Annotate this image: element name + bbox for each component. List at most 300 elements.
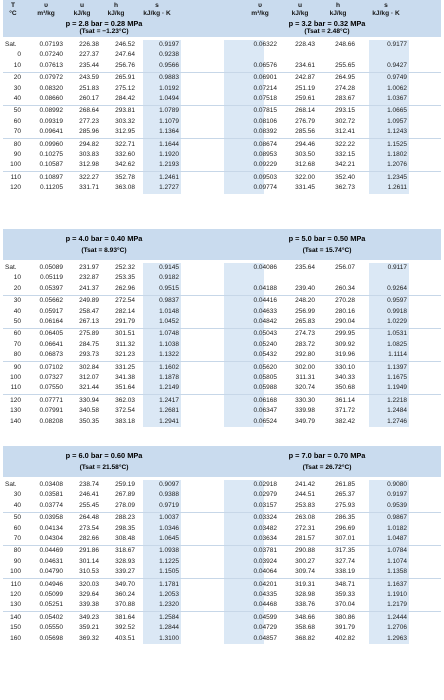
table-cell: 1.2179 [387, 601, 407, 609]
table-row [3, 501, 221, 511]
table-cell: 283.67 [335, 95, 355, 102]
table-cell: 1.2053 [159, 591, 179, 598]
table-cell: 0.9238 [159, 51, 179, 59]
table-cell: 251.19 [295, 84, 315, 92]
table-cell: 302.84 [79, 363, 99, 371]
table-cell: 130 [10, 407, 21, 415]
table-cell: 0.07972 [39, 74, 63, 82]
table-cell: 0.11205 [39, 184, 63, 192]
table-cell: 252.32 [115, 264, 135, 271]
table-cell: 0.04469 [39, 547, 63, 555]
table-cell: 0.9264 [387, 284, 407, 292]
table-cell: 251.83 [79, 84, 99, 92]
table-cell: 258.47 [79, 307, 99, 315]
table-cell: 0.06873 [39, 351, 63, 359]
table-cell: 0.03581 [39, 491, 63, 499]
table-cell: 120 [10, 184, 21, 192]
table-cell: 234.61 [295, 61, 315, 69]
table-row [3, 350, 221, 360]
table-cell: 0.06164 [39, 318, 63, 325]
table-cell: 352.40 [335, 173, 355, 181]
pressure-title: p = 2.8 bar = 0.28 MPa [65, 19, 143, 28]
table-cell: 301.51 [115, 330, 135, 338]
table-cell: 256.76 [115, 61, 135, 69]
table-row [3, 284, 221, 294]
table-cell: 0.9539 [387, 501, 407, 509]
block-rows [3, 40, 441, 194]
table-cell: 0.9749 [387, 74, 407, 82]
table-cell: 0.9388 [159, 491, 179, 499]
table-row [3, 160, 221, 170]
table-cell: 331.45 [295, 184, 315, 192]
table-cell: 300.27 [295, 557, 315, 565]
table-row [223, 567, 441, 577]
table-row [223, 94, 441, 104]
table-row [3, 140, 221, 150]
table-cell: 20 [13, 74, 21, 82]
table-row [3, 150, 221, 160]
table-row [3, 127, 221, 137]
table-cell: 1.2149 [159, 384, 179, 392]
tsat-title: (Tsat = 15.74°C) [302, 247, 352, 254]
table-cell: 0.08992 [39, 107, 63, 115]
table-cell: 90 [13, 557, 21, 565]
table-cell: 338.76 [295, 601, 315, 609]
table-cell: 328.98 [295, 591, 315, 598]
table-cell: 349.23 [79, 613, 99, 621]
table-cell: 1.2320 [159, 601, 179, 609]
table-cell: 0.09641 [39, 128, 63, 136]
table-cell: 272.31 [295, 524, 315, 532]
table-cell: 312.07 [79, 374, 99, 381]
table-cell: 402.82 [335, 634, 355, 642]
table-cell: 0.06168 [253, 396, 277, 404]
pressure-title: p = 3.2 bar = 0.32 MPa [288, 19, 366, 28]
table-cell: 0.06405 [39, 330, 63, 338]
table-cell: 0.05119 [39, 274, 63, 282]
table-cell: 0.07193 [39, 41, 63, 48]
tsat-title: (Tsat = −1.23°C) [79, 28, 129, 35]
table-cell: 0.9117 [387, 264, 407, 271]
table-cell: 283.72 [295, 340, 315, 348]
table-cell: 0.9145 [159, 264, 179, 271]
table-cell: 1.1114 [388, 351, 407, 359]
table-cell: 370.04 [335, 601, 355, 609]
table-row [3, 363, 221, 373]
table-cell: 1.0182 [387, 524, 407, 532]
table-row [3, 590, 221, 600]
table-cell: 0.9837 [159, 297, 179, 305]
table-cell: 40 [13, 307, 21, 315]
table-row [3, 94, 221, 104]
temp-symbol: T [10, 2, 16, 9]
table-cell: 303.50 [295, 151, 315, 158]
table-cell: 20 [13, 284, 21, 292]
table-cell: 0.9515 [159, 284, 179, 292]
table-cell: 332.60 [115, 151, 135, 158]
table-cell: 70 [13, 535, 21, 542]
table-cell: 0.08660 [39, 95, 63, 102]
table-row [3, 40, 221, 50]
table-cell: 302.00 [295, 363, 315, 371]
table-cell: 1.1364 [159, 128, 179, 136]
table-row [3, 600, 221, 610]
table-cell: 1.1637 [387, 580, 407, 588]
table-row [3, 613, 221, 623]
table-cell: 0.02918 [253, 481, 277, 488]
table-cell: 322.00 [295, 173, 315, 181]
table-row [223, 396, 441, 406]
table-cell: 60 [13, 330, 21, 338]
table-row [3, 183, 221, 193]
table-cell: 0.05620 [253, 363, 277, 371]
table-cell: 275.93 [335, 501, 355, 509]
table-cell: 232.87 [79, 274, 99, 282]
table-cell: 70 [13, 340, 21, 348]
table-cell: 383.18 [115, 417, 135, 425]
table-row [223, 296, 441, 306]
table-cell: 0.06901 [253, 74, 277, 82]
table-cell: 1.3100 [159, 634, 179, 642]
table-row [3, 340, 221, 350]
table-cell: 285.56 [295, 128, 315, 136]
pressure-block [3, 37, 441, 195]
table-cell: 0.05397 [39, 284, 63, 292]
table-cell: 267.13 [79, 318, 99, 325]
table-cell: 0.05402 [39, 613, 63, 621]
table-cell: 320.03 [79, 580, 99, 588]
table-cell: 290.88 [295, 547, 315, 555]
table-cell: 241.42 [295, 481, 315, 488]
table-cell: 0.03924 [253, 557, 277, 565]
s-symbol: s [155, 2, 159, 9]
table-cell: 90 [13, 151, 21, 158]
table-cell: 0.09503 [253, 173, 277, 181]
table-cell: 1.0148 [159, 307, 179, 315]
table-cell: 370.88 [115, 601, 135, 609]
table-cell: 228.43 [295, 41, 315, 48]
table-cell: 307.01 [335, 535, 355, 542]
table-cell: 312.41 [335, 128, 355, 136]
table-row [3, 557, 221, 567]
table-cell: 1.1781 [159, 580, 179, 588]
table-cell: 0.04631 [39, 557, 63, 565]
table-cell: 0.04857 [253, 634, 277, 642]
table-cell: 1.2681 [159, 407, 179, 415]
table-cell: 328.93 [115, 557, 135, 565]
table-row [223, 61, 441, 71]
table-cell: 80 [13, 351, 21, 359]
u-symbol: u [79, 2, 85, 9]
table-cell: 0.03157 [253, 501, 277, 509]
tsat-title: (Tsat = 8.93°C) [81, 247, 127, 254]
table-cell: 303.32 [115, 117, 135, 125]
table-cell: 392.52 [115, 624, 135, 632]
table-cell: 0.02979 [253, 491, 277, 499]
table-cell: 281.57 [295, 535, 315, 542]
table-row [3, 61, 221, 71]
table-cell: 1.0452 [159, 318, 179, 325]
table-cell: 319.31 [295, 580, 315, 588]
table-cell: 329.64 [79, 591, 99, 598]
table-cell: 340.33 [335, 374, 355, 381]
table-cell: 1.2963 [387, 634, 407, 642]
table-cell: 285.96 [79, 128, 99, 136]
table-row [3, 296, 221, 306]
table-cell: 308.48 [115, 535, 135, 542]
table-cell: 332.15 [335, 151, 355, 158]
table-cell: 284.75 [79, 340, 99, 348]
table-cell: 60 [13, 524, 21, 532]
u-symbol: u [297, 2, 303, 9]
table-cell: 302.72 [335, 117, 355, 125]
table-cell: 1.1949 [387, 384, 407, 392]
table-cell: 150 [10, 624, 21, 632]
table-cell: 368.82 [295, 634, 315, 642]
table-row [3, 534, 221, 544]
table-row [223, 406, 441, 416]
table-cell: 298.35 [115, 524, 135, 532]
table-cell: 1.0825 [387, 340, 407, 348]
table-cell: 372.54 [115, 407, 135, 415]
table-cell: 0.9177 [387, 41, 407, 48]
left-pressure-header [3, 446, 221, 477]
table-row [3, 317, 221, 327]
table-cell: 80 [13, 547, 21, 555]
table-cell: 275.12 [115, 84, 135, 92]
table-row [3, 580, 221, 590]
table-cell: 0.05988 [253, 384, 277, 392]
table-cell: 1.2345 [387, 173, 407, 181]
table-cell: 0.03408 [39, 481, 63, 488]
table-cell: 0.08953 [253, 151, 277, 158]
table-cell: 40 [13, 95, 21, 102]
table-cell: 0.04188 [253, 284, 277, 292]
table-cell: 274.73 [295, 330, 315, 338]
table-cell: 0.04201 [253, 580, 277, 588]
table-row [223, 580, 441, 590]
table-cell: Sat. [5, 41, 17, 48]
table-cell: 0.08392 [253, 128, 277, 136]
table-cell: 1.2484 [387, 407, 407, 415]
table-row [3, 117, 221, 127]
table-row [3, 490, 221, 500]
table-cell: 359.33 [335, 591, 355, 598]
table-row [223, 307, 441, 317]
table-cell: 303.83 [79, 151, 99, 158]
table-row [223, 183, 441, 193]
table-cell: 0.05089 [39, 264, 63, 271]
table-cell: 260.17 [79, 95, 99, 102]
tsat-title: (Tsat = 26.72°C) [302, 464, 352, 471]
table-cell: 0.09774 [253, 184, 277, 192]
table-cell: 1.1644 [159, 140, 179, 148]
table-row [223, 490, 441, 500]
table-cell: 348.71 [335, 580, 355, 588]
table-cell: 0.9197 [159, 41, 179, 48]
table-row [3, 480, 221, 490]
table-row [223, 40, 441, 50]
table-cell: 265.37 [335, 491, 355, 499]
table-cell: 247.64 [115, 51, 135, 59]
table-cell: 0.04064 [253, 568, 277, 576]
table-row [223, 50, 441, 60]
table-cell: 321.44 [79, 384, 99, 392]
table-cell: 1.1358 [387, 568, 407, 576]
pressure-block [3, 446, 441, 645]
table-row [3, 263, 221, 273]
table-row [3, 546, 221, 556]
left-table [3, 40, 221, 194]
table-cell: 0.9597 [387, 297, 407, 305]
table-cell: 338.19 [335, 568, 355, 576]
table-cell: 0.9867 [387, 514, 407, 522]
table-cell: 322.22 [335, 140, 355, 148]
table-cell: 1.0062 [387, 84, 407, 92]
table-cell: 261.85 [335, 481, 355, 488]
v-symbol: υ [258, 2, 262, 9]
table-row [223, 127, 441, 137]
column-header-band [3, 0, 441, 37]
table-cell: 262.96 [115, 284, 135, 292]
table-cell: 0.05432 [253, 351, 277, 359]
table-cell: 90 [13, 363, 21, 371]
table-cell: 0.09960 [39, 140, 63, 148]
table-cell: 1.1397 [387, 363, 407, 371]
h-symbol: h [335, 2, 341, 9]
h-unit: kJ/kg [329, 10, 347, 17]
pressure-title: p = 6.0 bar = 0.60 MPa [65, 451, 143, 460]
table-row [223, 501, 441, 511]
table-cell: 0.04335 [253, 591, 277, 598]
table-cell: 369.32 [79, 634, 99, 642]
table-cell: 381.64 [115, 613, 135, 621]
table-cell: 253.35 [115, 274, 135, 282]
table-cell: 100 [10, 161, 21, 169]
table-cell: 1.0037 [159, 514, 179, 522]
tsat-title: (Tsat = 21.58°C) [79, 464, 129, 471]
table-cell: 0.09319 [39, 117, 63, 125]
table-cell: 249.89 [79, 297, 99, 305]
table-row [3, 106, 221, 116]
table-cell: 1.1243 [387, 128, 407, 136]
u-unit: kJ/kg [291, 10, 309, 17]
v-symbol: υ [44, 2, 48, 9]
table-row [223, 524, 441, 534]
table-cell: 1.2218 [387, 396, 407, 404]
table-cell: 50 [13, 514, 21, 522]
table-cell: 30 [13, 491, 21, 499]
table-cell: 1.1079 [159, 117, 179, 125]
table-cell: 296.69 [335, 524, 355, 532]
table-row [3, 84, 221, 94]
table-cell: 291.79 [115, 318, 135, 325]
table-cell: 0.07102 [39, 363, 63, 371]
table-row [3, 513, 221, 523]
table-cell: 267.89 [115, 491, 135, 499]
table-cell: 311.32 [115, 340, 135, 348]
u-unit: kJ/kg [73, 10, 91, 17]
table-row [223, 623, 441, 633]
table-cell: 312.95 [115, 128, 135, 136]
table-cell: 1.2584 [159, 613, 179, 621]
right-table [223, 263, 441, 427]
table-cell: 371.72 [335, 407, 355, 415]
table-cell: 120 [10, 591, 21, 598]
table-cell: 60 [13, 117, 21, 125]
table-cell: 349.70 [115, 580, 135, 588]
table-cell: 0.07518 [253, 95, 277, 102]
table-cell: 362.73 [335, 184, 355, 192]
h-unit: kJ/kg [107, 10, 125, 17]
table-cell: 256.99 [295, 307, 315, 315]
table-cell: 1.0748 [159, 330, 179, 338]
temp-unit: °C [9, 10, 17, 17]
table-cell: 253.83 [295, 501, 315, 509]
table-row [3, 567, 221, 577]
table-cell: 288.23 [115, 514, 135, 522]
table-cell: 231.97 [79, 264, 99, 271]
table-cell: 1.2076 [387, 161, 407, 169]
table-cell: 312.98 [79, 161, 99, 169]
table-cell: 1.1878 [159, 374, 179, 381]
table-cell: 260.34 [335, 284, 355, 292]
pressure-header-band [3, 229, 441, 260]
table-cell: 265.83 [295, 318, 315, 325]
table-cell: 280.16 [335, 307, 355, 315]
table-cell: 273.54 [79, 524, 99, 532]
table-cell: 277.23 [79, 117, 99, 125]
table-cell: 0.04729 [253, 624, 277, 632]
table-cell: 350.35 [79, 417, 99, 425]
table-cell: 340.58 [79, 407, 99, 415]
table-row [223, 634, 441, 644]
right-table [223, 40, 441, 194]
table-cell: 1.2461 [159, 173, 179, 181]
table-cell: 1.2611 [387, 184, 407, 192]
table-row [3, 373, 221, 383]
table-cell: 0.04416 [253, 297, 277, 305]
table-cell: 0.03774 [39, 501, 63, 509]
table-cell: 239.40 [295, 284, 315, 292]
table-cell: Sat. [5, 264, 17, 271]
table-cell: 1.1322 [159, 351, 179, 359]
table-cell: 1.1802 [387, 151, 407, 158]
table-cell: 0.05240 [253, 340, 277, 348]
table-cell: 0.03958 [39, 514, 63, 522]
table-cell: 0.10275 [39, 151, 63, 158]
table-cell: 1.1074 [387, 557, 407, 565]
table-row [3, 73, 221, 83]
table-row [223, 480, 441, 490]
table-cell: 1.2444 [387, 613, 407, 621]
table-cell: 265.91 [115, 74, 135, 82]
table-cell: 330.10 [335, 363, 355, 371]
table-cell: 327.74 [335, 557, 355, 565]
table-cell: Sat. [5, 481, 17, 488]
table-cell: 1.0784 [387, 547, 407, 555]
table-cell: 1.0665 [387, 107, 407, 115]
table-cell: 0.08208 [39, 417, 63, 425]
table-cell: 0.06524 [253, 417, 277, 425]
table-cell: 50 [13, 107, 21, 115]
table-cell: 391.79 [335, 624, 355, 632]
table-cell: 359.21 [79, 624, 99, 632]
table-cell: 363.08 [115, 184, 135, 192]
table-cell: 1.1525 [387, 140, 407, 148]
table-cell: 311.31 [295, 374, 315, 381]
table-cell: 227.37 [79, 51, 99, 59]
